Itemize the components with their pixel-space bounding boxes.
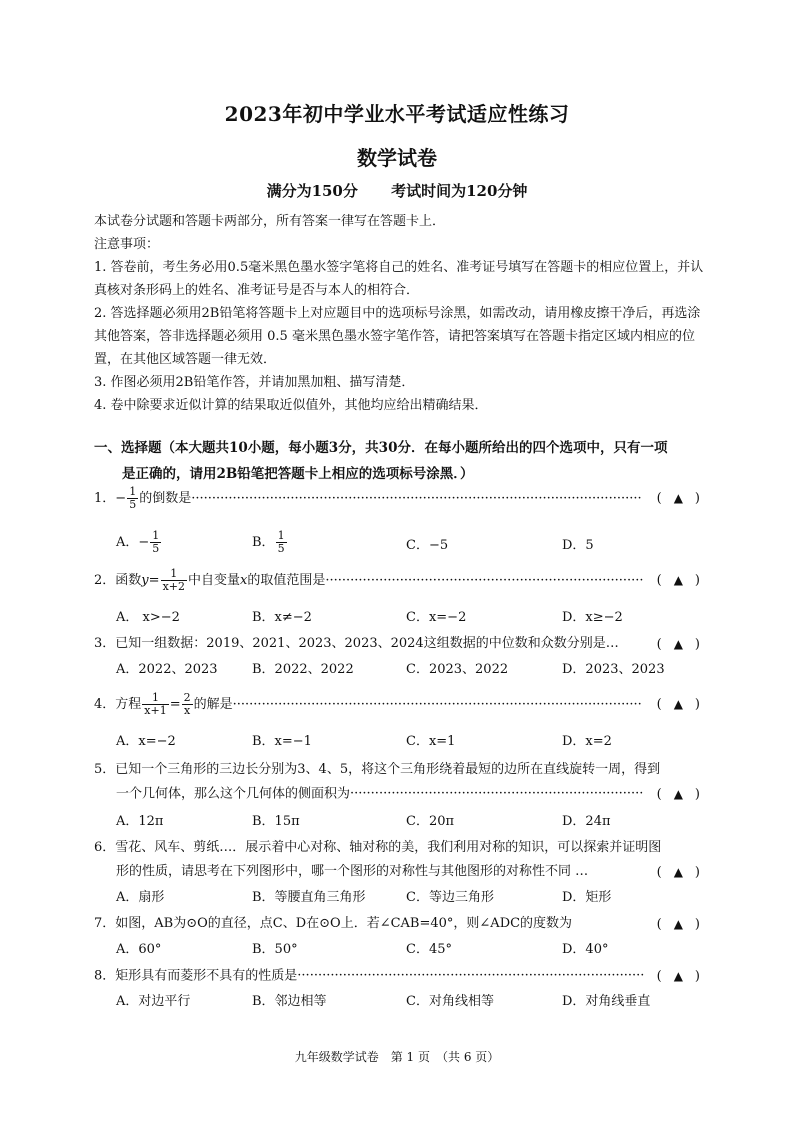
answer-bracket: ( ▲ ) <box>656 637 700 652</box>
option-c: C．2023、2022 <box>406 662 509 677</box>
option-b: B．x≠−2 <box>252 610 312 625</box>
triangle-icon: ▲ <box>673 917 683 931</box>
option-b: B．50° <box>252 942 298 957</box>
question-6-options <box>116 886 676 910</box>
question-3: 3．已知一组数据：2019、2021、2023、2023、2024这组数据的中位数和众数分别是… ( ▲ ) <box>94 632 704 656</box>
option-d: D．5 <box>562 538 594 553</box>
option-a: A．扇形 <box>116 890 165 905</box>
option-b: B．等腰直角三角形 <box>252 890 366 905</box>
question-8-options <box>116 990 676 1014</box>
fraction: $\frac{1}{5}$ <box>129 485 137 511</box>
option-a: A．12π <box>116 814 164 829</box>
question-1-options <box>116 530 676 554</box>
option-a: A． x>−2 <box>116 610 180 625</box>
question-4-options <box>116 730 676 754</box>
page-footer: 九年级数学试卷 第 1 页 （共 6 页） <box>294 1050 500 1064</box>
answer-bracket: ( ▲ ) <box>656 491 700 506</box>
option-d: D．对角线垂直 <box>562 994 651 1009</box>
question-4: 4．方程 $\frac{1}{x+1}$ = $\frac{2}{x}$ 的解是··································································································· ( ▲ ) <box>94 691 700 717</box>
question-1: 1．− $\frac{1}{5}$ 的倒数是············································································································· ( ▲ ) <box>94 485 700 511</box>
dot-leader: ······································································· <box>350 786 644 801</box>
option-a: A．− $\frac{1}{5}$ <box>116 529 160 555</box>
option-a: A．对边平行 <box>116 994 191 1009</box>
note-item-1: 1. 答卷前，考生务必用0.5毫米黑色墨水签字笔将自己的姓名、准考证号填写在答题卡的相应位置上，并认真核对条形码上的姓名、准考证号是否与本人的相符合． <box>94 260 704 298</box>
option-a: A．x=−2 <box>116 734 176 749</box>
option-c: C．−5 <box>406 538 449 553</box>
option-c: C．45° <box>406 942 452 957</box>
dot-leader: ··································································································· <box>232 696 642 712</box>
option-c: C．x=−2 <box>406 610 467 625</box>
triangle-icon: ▲ <box>673 787 683 801</box>
option-b: B．邻边相等 <box>252 994 327 1009</box>
question-2-options <box>116 606 676 630</box>
triangle-icon: ▲ <box>673 573 683 587</box>
exam-subject: 数学试卷 <box>357 146 437 170</box>
question-2: 2．函数y= $\frac{1}{x+2}$ 中自变量x的取值范围是············································································· ( ▲ ) <box>94 567 700 593</box>
option-d: D．2023、2023 <box>562 662 665 677</box>
option-c: C．等边三角形 <box>406 890 494 905</box>
question-5-line2: 一个几何体，那么这个几何体的侧面积为······································································· ( ▲ ) <box>116 782 704 807</box>
triangle-icon: ▲ <box>673 969 683 983</box>
note-item-4: 4. 卷中除要求近似计算的结果取近似值外，其他均应给出精确结果． <box>94 398 488 413</box>
option-a: A．60° <box>116 942 162 957</box>
exam-time: 考试时间为120分钟 <box>391 182 528 200</box>
option-c: C．20π <box>406 814 455 829</box>
option-b: B．15π <box>252 814 300 829</box>
exam-info <box>0 180 794 201</box>
answer-bracket: ( ▲ ) <box>656 787 700 802</box>
answer-bracket: ( ▲ ) <box>656 865 700 880</box>
answer-bracket: ( ▲ ) <box>656 969 700 984</box>
note-item-3: 3. 作图必须用2B铅笔作答，并请加黑加粗、描写清楚． <box>94 375 415 390</box>
option-c: C．x=1 <box>406 734 456 749</box>
question-7-options <box>116 938 676 962</box>
option-d: D．矩形 <box>562 890 612 905</box>
section-heading-line1: 一、选择题（本大题共10小题，每小题3分，共30分．在每小题所给出的四个选项中，只有一项 <box>94 440 668 456</box>
dot-leader: ············································································································· <box>191 490 642 506</box>
option-b: B．2022、2022 <box>252 662 354 677</box>
triangle-icon: ▲ <box>673 697 683 711</box>
answer-bracket: ( ▲ ) <box>656 697 700 712</box>
notes-heading: 注意事项： <box>94 237 160 252</box>
exam-title: 2023年初中学业水平考试适应性练习 <box>224 102 570 126</box>
answer-bracket: ( ▲ ) <box>656 573 700 588</box>
full-score: 满分为150分 <box>266 182 358 200</box>
question-5-options <box>116 810 676 834</box>
option-b: B．x=−1 <box>252 734 312 749</box>
option-d: D．x=2 <box>562 734 612 749</box>
option-d: D．x≥−2 <box>562 610 623 625</box>
option-c: C．对角线相等 <box>406 994 494 1009</box>
question-8: 8．矩形具有而菱形不具有的性质是···················································································· ( ▲ ) <box>94 964 704 989</box>
option-d: D．24π <box>562 814 611 829</box>
question-6-line2: 形的性质，请思考在下列图形中，哪一个图形的对称性与其他图形的对称性不同 … ( ▲ ) <box>116 860 704 884</box>
answer-bracket: ( ▲ ) <box>656 917 700 932</box>
triangle-icon: ▲ <box>673 865 683 879</box>
option-a: A．2022、2023 <box>116 662 218 677</box>
question-7: 7．如图，AB为⊙O的直径，点C、D在⊙O上．若∠CAB=40°，则∠ADC的度数为 ( ▲ ) <box>94 912 704 936</box>
question-6-line1: 6．雪花、风车、剪纸…．展示着中心对称、轴对称的美，我们利用对称的知识，可以探索并证明图 <box>94 840 662 855</box>
intro-note: 本试卷分试题和答题卡两部分，所有答案一律写在答题卡上． <box>94 214 446 229</box>
option-b: B． $\frac{1}{5}$ <box>252 529 285 555</box>
triangle-icon: ▲ <box>673 491 683 505</box>
note-item-2: 2. 答选择题必须用2B铅笔将答题卡上对应题目中的选项标号涂黑，如需改动，请用橡皮擦干净后，再选涂其他答案，答非选择题必须用 0.5 毫米黑色墨水签字笔作答，请把答案填写在答题卡指定区域内相应的位置，在其他区域答题一律无效． <box>94 306 701 367</box>
section-heading-line2: 是正确的，请用2B铅笔把答题卡上相应的选项标号涂黑．） <box>122 466 474 482</box>
dot-leader: ············································································· <box>325 572 644 588</box>
dot-leader: ···················································································· <box>297 968 645 983</box>
question-3-options <box>116 658 676 682</box>
question-5-line1: 5．已知一个三角形的三边长分别为3、4、5，将这个三角形绕着最短的边所在直线旋转一周，得到 <box>94 762 661 777</box>
triangle-icon: ▲ <box>673 637 683 651</box>
option-d: D．40° <box>562 942 609 957</box>
